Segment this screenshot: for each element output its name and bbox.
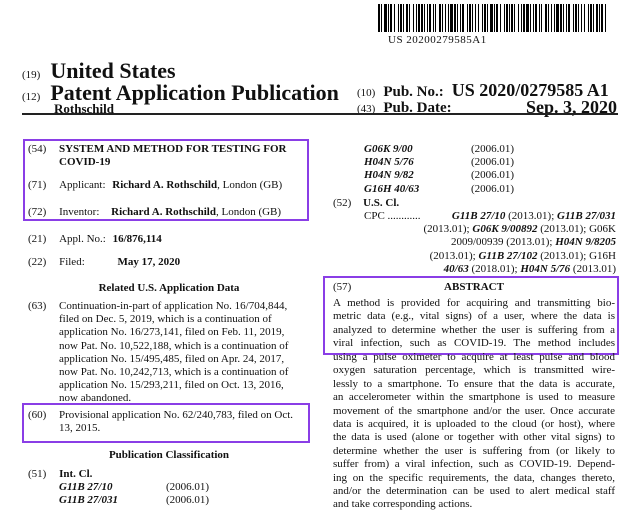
code-19: (19): [22, 69, 41, 81]
abstract-line: the data is used (alone or together with other vital signs) to: [333, 431, 615, 444]
pub-date-value: Sep. 3, 2020: [525, 97, 617, 117]
abstract-line: lessly to a smartphone. To ensure that the data is accurate,: [333, 377, 615, 390]
cpc-segment: (2018.01);: [468, 262, 521, 275]
abstract-text: [333, 351, 615, 512]
abstract-line: and/or the determination can be used to alert medical staff: [333, 485, 615, 498]
continuation-line: application No. 16/273,141, filed on Feb. 11, 2019,: [59, 326, 285, 339]
invention-title: SYSTEM AND METHOD FOR TESTING FOR COVID-19: [59, 143, 287, 169]
class-code: H04N 5/76: [364, 156, 414, 169]
continuation-text: [59, 300, 310, 406]
continuation-line: filed on Dec. 5, 2019, which is a continuation of: [59, 313, 272, 326]
code-54: (54): [28, 143, 47, 155]
continuation-line: now abandoned.: [59, 392, 132, 405]
applicant-location: , London (GB): [217, 179, 283, 191]
cpc-line: [364, 263, 616, 276]
code-71: (71): [28, 179, 47, 191]
inventor-field: [28, 206, 281, 219]
appl-no-field: [28, 233, 162, 246]
provisional-line-1: Provisional application No. 62/240,783, filed on Oct.: [59, 409, 294, 421]
cpc-segment: G11B 27/031: [557, 210, 616, 222]
abstract-line: and take corresponding actions.: [333, 498, 473, 511]
cpc-segment: G11B 27/10: [451, 210, 506, 222]
continuation-line: now Pat. No. 10,522,188, which is a continuation of: [59, 339, 289, 352]
intcl-row: [364, 156, 624, 169]
inventor-location: , London (GB): [215, 206, 282, 218]
abstract-boxed-text: [333, 297, 615, 351]
intcl-row: [59, 494, 299, 507]
code-57: (57): [333, 281, 352, 293]
pub-no-label: Pub. No.:: [383, 84, 444, 100]
provisional-line-2: 13, 2015.: [59, 422, 101, 435]
inventor-name: Richard A. Rothschild: [111, 206, 216, 218]
code-10: (10): [357, 87, 376, 99]
inventor-label: Inventor:: [59, 206, 100, 218]
pubclass-heading: Publication Classification: [108, 449, 230, 461]
country-title: United States: [50, 58, 176, 83]
code-72: (72): [28, 206, 47, 218]
cpc-line: [364, 223, 616, 236]
pub-date-label: Pub. Date:: [383, 100, 452, 116]
code-43: (43): [357, 103, 376, 115]
code-51: (51): [28, 468, 47, 480]
header-divider: [22, 113, 618, 115]
continuation-line: application No. 15/495,485, filed on Apr. 24, 2017,: [59, 352, 285, 365]
pub-type-title: Patent Application Publication: [50, 80, 339, 105]
barcode-number: US 20200279585A1: [388, 34, 487, 46]
cpc-line: [364, 250, 616, 263]
abstract-line: data is acquired, it is uploaded to the cloud (or host), where: [333, 418, 615, 431]
cpc-segment: H04N 5/76: [520, 262, 571, 275]
barcode-bar: [606, 4, 609, 32]
cpc-segment: G06K 9/00892: [472, 223, 538, 236]
filed-field: [28, 256, 180, 269]
applicant-field: [28, 179, 282, 192]
intcl-row: [59, 481, 299, 494]
abstract-line: metric data (e.g., vital signs) of a user, where the data is: [333, 310, 615, 323]
abstract-line: suffer from) a viral infection, such as COVID-19. Depend-: [333, 458, 615, 471]
appl-no-value: 16/876,114: [112, 233, 162, 245]
intcl-field: [28, 468, 92, 481]
class-code: H04N 9/82: [364, 169, 414, 182]
cpc-label: CPC ............: [364, 210, 421, 222]
abstract-line: determine whether the user is suffering from (or likely to: [333, 444, 615, 457]
intcl-row: [364, 169, 624, 182]
applicant-name: Richard A. Rothschild: [112, 179, 218, 191]
continuation-line: Continuation-in-part of application No. 16/704,844,: [59, 300, 288, 312]
pub-no-value: US 2020/0279585 A1: [451, 80, 609, 100]
uscl-field: [333, 197, 399, 210]
class-version: (2006.01): [166, 494, 210, 507]
provisional-field: [28, 409, 308, 435]
abstract-line: movement of the smartphone and/or the user. Once accurate: [333, 404, 615, 417]
barcode: [378, 4, 610, 32]
abstract-line: ing on the specific requirements, the data, changes thereto,: [333, 471, 615, 484]
inventor-surname: Rothschild: [54, 101, 114, 116]
class-code: G11B 27/031: [59, 494, 118, 507]
uscl-label: U.S. Cl.: [363, 197, 400, 209]
class-version: (2006.01): [166, 481, 210, 493]
filed-value: May 17, 2020: [117, 256, 181, 268]
cpc-segment: (2013.01);: [505, 210, 558, 222]
title-field: [28, 143, 306, 169]
cpc-segment: H04N 9/8205: [555, 236, 616, 249]
cpc-segment: 2009/00939 (2013.01);: [450, 236, 556, 249]
abstract-line: viral infection, such as COVID-19. The method includes: [333, 337, 615, 350]
class-version: (2006.01): [471, 182, 515, 195]
cpc-segment: (2013.01): [570, 262, 616, 275]
class-version: (2006.01): [471, 169, 515, 182]
cpc-segment: (2013.01); G16H: [537, 249, 616, 262]
abstract-line: an accelerometer within the smartphone is used to measure: [333, 391, 615, 404]
abstract-line: A method is provided for acquiring and transmitting bio-: [333, 297, 615, 309]
related-heading: Related U.S. Application Data: [98, 282, 240, 294]
code-12: (12): [22, 91, 41, 103]
abstract-line: using a pulse oximeter to acquire at least pulse and blood: [333, 351, 615, 363]
code-21: (21): [28, 233, 47, 245]
appl-no-label: Appl. No.:: [59, 233, 106, 245]
cpc-line: [364, 236, 616, 249]
code-22: (22): [28, 256, 47, 268]
continuation-field: [28, 300, 310, 406]
cpc-classifications: [364, 210, 616, 276]
abstract-heading: ABSTRACT: [444, 281, 504, 293]
intcl-row: [364, 143, 624, 156]
class-version: (2006.01): [471, 143, 515, 155]
abstract-line: analyzed to determine whether the user is suffering from a: [333, 323, 615, 336]
cpc-segment: 40/63: [443, 262, 469, 275]
cpc-segment: (2013.01);: [423, 223, 473, 236]
continuation-line: application No. 15/293,211, filed on Oct. 13, 2016,: [59, 379, 284, 392]
cpc-segment: (2013.01);: [429, 249, 479, 262]
code-63: (63): [28, 300, 47, 312]
abstract-line: oxygen saturation percentage, which is transmitted wire-: [333, 364, 615, 377]
cpc-line: [364, 210, 616, 223]
code-52: (52): [333, 197, 352, 209]
class-code: G16H 40/63: [364, 182, 420, 195]
cpc-segment: (2013.01); G06K: [537, 223, 616, 236]
filed-label: Filed:: [59, 256, 85, 268]
code-60: (60): [28, 409, 47, 421]
class-code: G06K 9/00: [364, 143, 413, 155]
intcl-row: [364, 183, 624, 196]
intcl-list: [59, 481, 299, 507]
cpc-segment: G11B 27/102: [478, 249, 538, 262]
intcl-label: Int. Cl.: [59, 468, 93, 480]
class-code: G11B 27/10: [59, 481, 113, 493]
applicant-label: Applicant:: [59, 179, 106, 191]
class-version: (2006.01): [471, 156, 515, 169]
continuation-line: now Pat. No. 10,242,713, which is a continuation of: [59, 366, 289, 379]
intcl-list-continued: [364, 143, 624, 196]
